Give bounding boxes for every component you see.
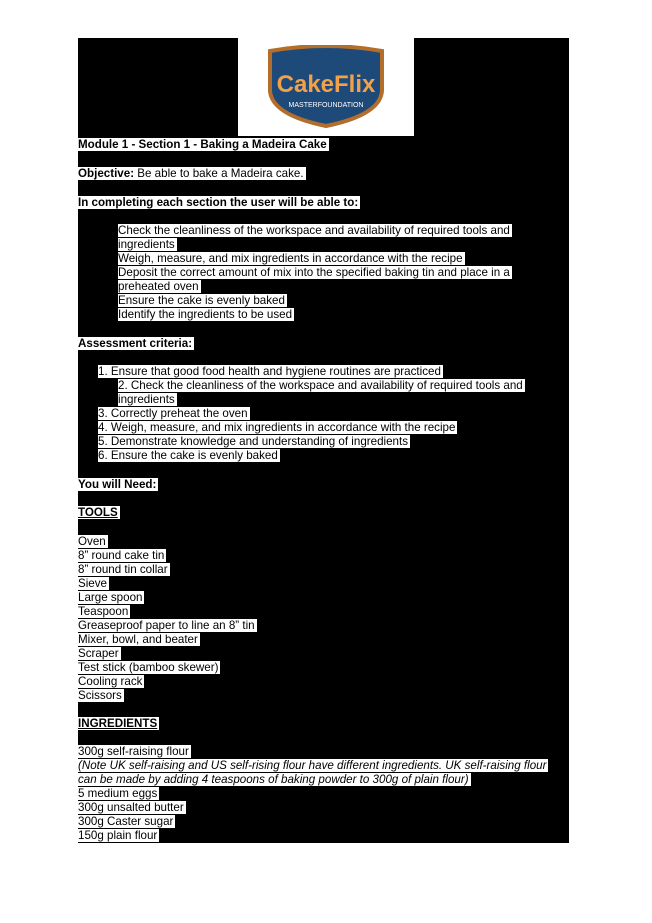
- outcome-line: ingredients: [118, 238, 175, 251]
- tool-item: Sieve: [78, 577, 108, 590]
- ingredient-item: 300g unsalted butter: [78, 801, 184, 814]
- need-heading: You will Need:: [78, 478, 157, 491]
- outcome-line: preheated oven: [118, 280, 199, 293]
- outcome-line: Weigh, measure, and mix ingredients in accordance with the recipe: [118, 252, 463, 265]
- assessment-heading: Assessment criteria:: [78, 337, 193, 350]
- criteria-item: 5. Demonstrate knowledge and understanding of ingredients: [98, 435, 409, 448]
- document-page: [78, 38, 569, 843]
- tool-item: Scraper: [78, 647, 119, 660]
- objective-label: Objective:: [78, 167, 135, 180]
- ingredient-item: 300g Caster sugar: [78, 815, 174, 828]
- page-title: Module 1 - Section 1 - Baking a Madeira Cake: [78, 138, 327, 151]
- tool-item: Scissors: [78, 689, 122, 702]
- logo-brand-text: CakeFlix: [276, 71, 376, 98]
- tool-item: Greaseproof paper to line an 8” tin: [78, 619, 255, 632]
- criteria-item: 2. Check the cleanliness of the workspace and availability of required tools and: [118, 379, 523, 392]
- logo-area: [238, 38, 414, 136]
- objective-text: Be able to bake a Madeira cake.: [134, 167, 304, 180]
- tool-item: Test stick (bamboo skewer): [78, 661, 219, 674]
- criteria-item: 3. Correctly preheat the oven: [98, 407, 248, 420]
- tool-item: Oven: [78, 535, 106, 548]
- ingredients-heading: INGREDIENTS: [78, 717, 158, 730]
- tool-item: 8” round cake tin: [78, 549, 165, 562]
- completing-heading: In completing each section the user will be able to:: [78, 196, 359, 209]
- tool-item: Cooling rack: [78, 675, 143, 688]
- flour-note: (Note UK self-raising and US self-rising flour have different ingredients. UK self-raising flour: [78, 759, 547, 772]
- tools-heading: TOOLS: [78, 506, 118, 519]
- ingredient-item: 5 medium eggs: [78, 787, 158, 800]
- flour-note: can be made by adding 4 teaspoons of baking powder to 300g of plain flour): [78, 773, 469, 786]
- tool-item: Large spoon: [78, 591, 143, 604]
- outcome-line: Identify the ingredients to be used: [118, 308, 293, 321]
- criteria-item: 1. Ensure that good food health and hygiene routines are practiced: [98, 365, 441, 378]
- cakeflix-logo: [263, 45, 389, 129]
- ingredient-item: 300g self-raising flour: [78, 745, 189, 758]
- criteria-item: 6. Ensure the cake is evenly baked: [98, 449, 278, 462]
- tool-item: Teaspoon: [78, 605, 129, 618]
- outcome-line: Deposit the correct amount of mix into the specified baking tin and place in a: [118, 266, 510, 279]
- criteria-item: ingredients: [118, 393, 175, 406]
- logo-tagline-text: MASTERFOUNDATION: [288, 102, 364, 109]
- outcome-line: Ensure the cake is evenly baked: [118, 294, 285, 307]
- tool-item: 8” round tin collar: [78, 563, 168, 576]
- tool-item: Mixer, bowl, and beater: [78, 633, 198, 646]
- criteria-item: 4. Weigh, measure, and mix ingredients in accordance with the recipe: [98, 421, 456, 434]
- outcome-line: Check the cleanliness of the workspace and availability of required tools and: [118, 224, 510, 237]
- ingredient-item: 150g plain flour: [78, 829, 158, 842]
